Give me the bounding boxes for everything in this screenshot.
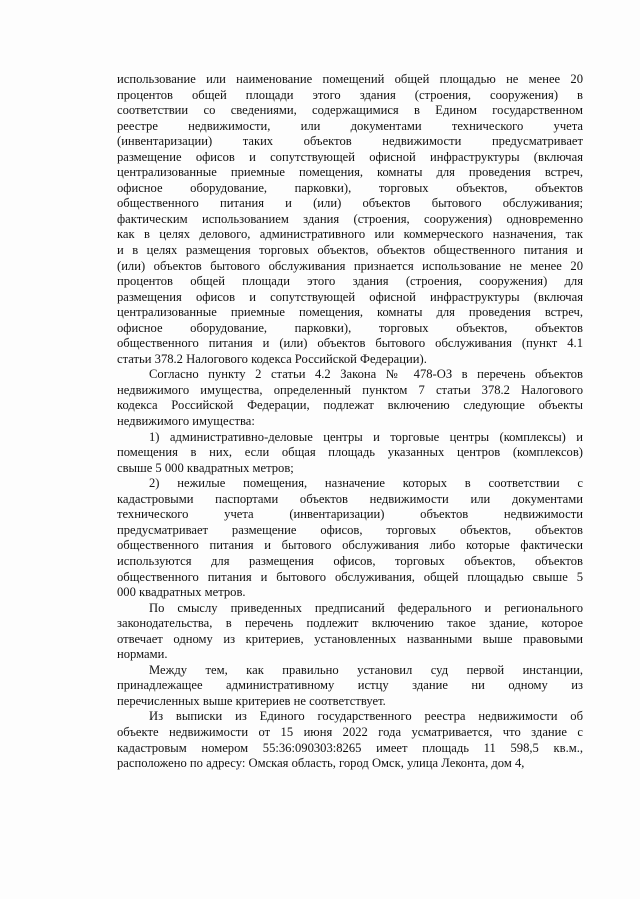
text-line: статьи 378.2 Налогового кодекса Российской Федерации). [117,351,427,366]
text-line: перечисленных выше критериев не соответствует. [117,693,386,708]
text-line: офисное оборудование, парковки), торговых объектов, объектов [117,180,583,195]
text-line: кадастровыми паспортами объектов недвижимости или документами [117,491,583,506]
text-line: централизованные приемные помещения, комнаты для проведения встреч, [117,165,583,180]
text-line: свыше 5 000 квадратных метров; [117,460,294,475]
text-line: соответствии со сведениями, содержащимися в Едином государственном [117,103,583,118]
text-line: предусматривает размещение офисов, торговых объектов, объектов [117,522,583,537]
text-line: общественного питания и бытового обслуживания либо которые фактически [117,538,583,553]
text-line: Между тем, как правильно установил суд первой инстанции, [149,662,583,677]
paragraph-p1 [117,72,583,367]
text-line: законодательства, в перечень подлежит включению такое здание, которое [117,616,583,631]
text-line: реестре недвижимости, или документами технического учета [117,118,583,133]
paragraph-p6 [117,663,583,710]
text-line: 000 квадратных метров. [117,585,246,600]
text-line: расположено по адресу: Омская область, город Омск, улица Леконта, дом 4, [117,756,525,771]
text-line: нормами. [117,647,168,662]
text-line: 1) административно-деловые центры и торговые центры (комплексы) и [149,429,583,444]
text-line: Из выписки из Единого государственного реестра недвижимости об [149,709,583,724]
text-line: фактическим использованием здания (строения, сооружения) одновременно [117,211,583,226]
text-line: отвечает одному из критериев, установленных названными выше правовыми [117,631,583,646]
text-line: (или) объектов бытового обслуживания признается использование не менее 20 [117,258,583,273]
text-line: размещения офисов и сопутствующей офисной инфраструктуры (включая [117,289,583,304]
text-line: принадлежащее административному истцу здание ни одному из [117,678,583,693]
text-line: технического учета (инвентаризации) объектов недвижимости [117,507,583,522]
text-line: помещения в них, если общая площадь указанных центров (комплексов) [117,445,583,460]
text-line: офисное оборудование, парковки), торговых объектов, объектов [117,320,583,335]
paragraph-p4 [117,476,583,600]
text-line: централизованные приемные помещения, комнаты для проведения встреч, [117,305,583,320]
text-line: Согласно пункту 2 статьи 4.2 Закона № 478-ОЗ в перечень объектов [149,367,583,382]
text-line: недвижимого имущества: [117,414,255,429]
text-line: По смыслу приведенных предписаний федерального и регионального [149,600,583,615]
document-body [117,72,583,772]
paragraph-p7 [117,709,583,771]
text-line: используются для размещения офисов, торговых объектов, объектов [117,553,583,568]
text-line: общественного питания и (или) объектов бытового обслуживания (пункт 4.1 [117,336,583,351]
text-line: и в целях размещения торговых объектов, объектов общественного питания и [117,243,583,258]
text-line: общественного питания и (или) объектов бытового обслуживания; [117,196,583,211]
text-line: использование или наименование помещений общей площадью не менее 20 [117,72,583,86]
text-line: 2) нежилые помещения, назначение которых в соответствии с [149,476,583,491]
text-line: процентов общей площади этого здания (строения, сооружения) в [117,87,583,102]
text-line: недвижимого имущества, определенный пунктом 7 статьи 378.2 Налогового [117,382,583,397]
text-line: общественного питания и бытового обслуживания, общей площадью свыше 5 [117,569,583,584]
text-line: объекте недвижимости от 15 июня 2022 года усматривается, что здание с [117,724,583,739]
text-line: процентов общей площади этого здания (строения, сооружения) для [117,274,583,289]
paragraph-p5 [117,601,583,663]
paragraph-p3 [117,430,583,477]
text-line: размещение офисов и сопутствующей офисной инфраструктуры (включая [117,149,583,164]
paragraph-p2 [117,367,583,429]
text-line: кадастровым номером 55:36:090303:8265 имеет площадь 11 598,5 кв.м., [117,740,583,755]
text-line: кодекса Российской Федерации, подлежат включению следующие объекты [117,398,583,413]
text-line: (инвентаризации) таких объектов недвижимости предусматривает [117,134,583,149]
text-line: как в целях делового, административного или коммерческого назначения, так [117,227,583,242]
